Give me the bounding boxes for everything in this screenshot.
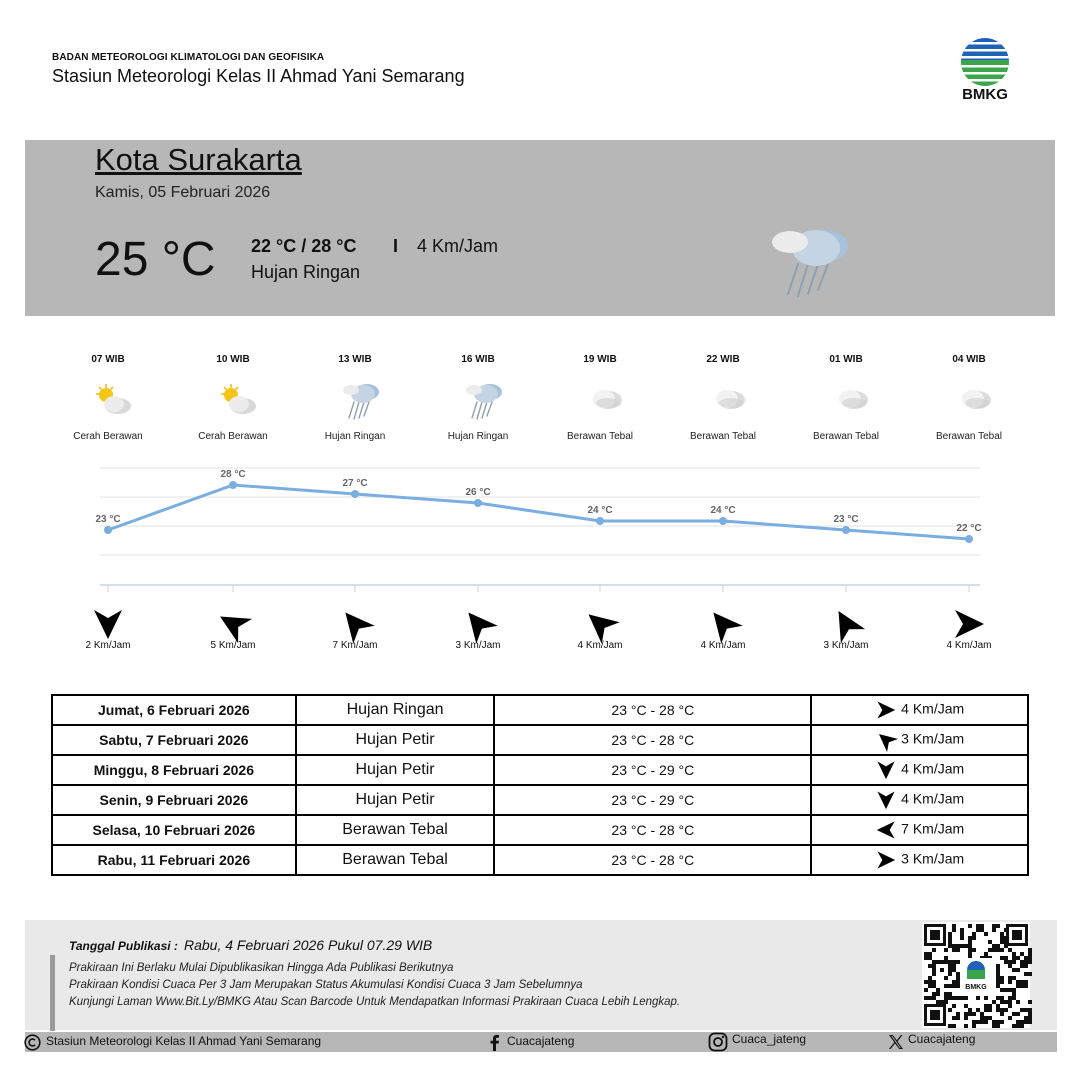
daily-temperature: 23 °C - 29 °C (494, 755, 811, 785)
rain-cloud-icon (768, 220, 858, 300)
hourly-condition: Cerah Berawan (198, 431, 268, 442)
daily-row (52, 845, 1028, 875)
hourly-time: 16 WIB (461, 354, 495, 365)
x-icon[interactable] (888, 1034, 904, 1050)
daily-wind-speed: 7 Km/Jam (901, 820, 965, 837)
wind-direction-arrow-icon (828, 606, 864, 642)
hourly-wind-speed: 4 Km/Jam (946, 640, 992, 651)
hourly-condition: Hujan Ringan (324, 431, 386, 442)
wind-direction-arrow-icon (582, 606, 618, 642)
daily-wind-speed: 4 Km/Jam (901, 760, 965, 777)
wind-direction-arrow-icon (875, 699, 897, 721)
hourly-time: 13 WIB (338, 354, 372, 365)
publication-date: Rabu, 4 Februari 2026 Pukul 07.29 WIB (184, 937, 433, 953)
current-wind: 4 Km/Jam (417, 236, 499, 256)
data-label: 23 °C (95, 514, 121, 525)
data-point (351, 490, 359, 498)
daily-temperature: 23 °C - 28 °C (494, 815, 811, 845)
facebook-icon[interactable] (488, 1034, 500, 1051)
daily-temperature: 23 °C - 28 °C (494, 695, 811, 725)
current-date: Kamis, 05 Februari 2026 (95, 184, 271, 201)
daily-wind-speed: 4 Km/Jam (901, 790, 965, 807)
wind-direction-arrow-icon (875, 819, 897, 841)
daily-condition: Hujan Petir (296, 725, 495, 755)
instagram-handle[interactable]: Cuaca_jateng (732, 1032, 807, 1046)
wind-direction-arrow-icon (875, 849, 897, 871)
wind-direction-arrow-icon (460, 606, 496, 642)
cloud-icon (953, 378, 997, 422)
temperature-line-chart (95, 462, 982, 592)
qr-logo-text: BMKG (965, 984, 987, 991)
data-point (965, 535, 973, 543)
wind-direction-arrow-icon (875, 759, 897, 781)
hourly-wind-speed: 3 Km/Jam (455, 640, 501, 651)
hourly-wind-speed: 4 Km/Jam (700, 640, 746, 651)
daily-wind (811, 815, 1028, 845)
footer-accent-bar (50, 955, 55, 1031)
wind-direction-arrow-icon (875, 789, 897, 811)
rain-cloud-icon (339, 378, 383, 422)
data-label: 22 °C (956, 523, 982, 534)
daily-day: Jumat, 6 Februari 2026 (52, 695, 296, 725)
hourly-condition: Cerah Berawan (73, 431, 143, 442)
hourly-time: 04 WIB (952, 354, 986, 365)
hourly-condition: Hujan Ringan (447, 431, 509, 442)
copyright-icon (24, 1034, 41, 1051)
current-condition: Hujan Ringan (251, 262, 361, 282)
daily-row (52, 785, 1028, 815)
daily-wind-speed: 4 Km/Jam (901, 700, 965, 717)
rain-cloud-icon (462, 378, 506, 422)
cloud-icon (830, 378, 874, 422)
daily-day: Sabtu, 7 Februari 2026 (52, 725, 296, 755)
data-point (229, 481, 237, 489)
hourly-condition: Berawan Tebal (690, 431, 756, 442)
hourly-time: 10 WIB (216, 354, 250, 365)
data-label: 23 °C (833, 514, 859, 525)
daily-condition: Hujan Petir (296, 785, 495, 815)
note-validity: Prakiraan Ini Berlaku Mulai Dipublikasikan Hingga Ada Publikasi Berikutnya (69, 962, 454, 974)
temperature-range: 22 °C / 28 °C (251, 236, 357, 256)
daily-day: Senin, 9 Februari 2026 (52, 785, 296, 815)
daily-day: Rabu, 11 Februari 2026 (52, 845, 296, 875)
x-handle[interactable]: Cuacajateng (908, 1032, 976, 1046)
hourly-condition: Berawan Tebal (813, 431, 879, 442)
daily-row (52, 755, 1028, 785)
daily-condition: Hujan Petir (296, 755, 495, 785)
facebook-handle[interactable]: Cuacajateng (507, 1034, 575, 1048)
hourly-wind-speed: 2 Km/Jam (85, 640, 131, 651)
wind-direction-arrow-icon (90, 606, 126, 642)
bmkg-logo-text: BMKG (962, 86, 1008, 103)
daily-wind (811, 725, 1028, 755)
data-point (104, 526, 112, 534)
current-temperature: 25 °C (95, 233, 216, 286)
data-label: 26 °C (465, 487, 491, 498)
note-website: Kunjungi Laman Www.Bit.Ly/BMKG Atau Scan Barcode Untuk Mendapatkan Informasi Prakiraan Cuaca Lebih Lengkap. (69, 996, 681, 1008)
cloud-icon (584, 378, 628, 422)
daily-temperature: 23 °C - 28 °C (494, 845, 811, 875)
daily-condition: Berawan Tebal (296, 845, 495, 875)
hourly-condition: Berawan Tebal (567, 431, 633, 442)
wind-direction-arrow-icon (337, 606, 373, 642)
daily-temperature: 23 °C - 29 °C (494, 785, 811, 815)
hourly-time: 19 WIB (583, 354, 617, 365)
sun-cloud-icon (92, 378, 136, 422)
hourly-time: 01 WIB (829, 354, 863, 365)
daily-condition: Berawan Tebal (296, 815, 495, 845)
data-label: 24 °C (710, 505, 736, 516)
wind-direction-arrow-icon (215, 606, 251, 642)
qr-code-icon[interactable] (922, 922, 1030, 1028)
daily-row (52, 725, 1028, 755)
footer-panel (25, 920, 1057, 1030)
agency-name: BADAN METEOROLOGI KLIMATOLOGI DAN GEOFISIKA (52, 52, 325, 63)
copyright-text: Stasiun Meteorologi Kelas II Ahmad Yani Semarang (46, 1034, 322, 1048)
daily-wind (811, 785, 1028, 815)
sun-cloud-icon (217, 378, 261, 422)
daily-day: Selasa, 10 Februari 2026 (52, 815, 296, 845)
daily-condition: Hujan Ringan (296, 695, 495, 725)
hourly-time: 22 WIB (706, 354, 740, 365)
hourly-wind-speed: 4 Km/Jam (577, 640, 623, 651)
hourly-condition: Berawan Tebal (936, 431, 1002, 442)
city-title: Kota Surakarta (95, 142, 302, 177)
note-accumulation: Prakiraan Kondisi Cuaca Per 3 Jam Merupakan Status Akumulasi Kondisi Cuaca 3 Jam Sebelumnya (69, 979, 583, 991)
daily-wind (811, 755, 1028, 785)
instagram-icon[interactable] (708, 1032, 728, 1052)
daily-wind (811, 695, 1028, 725)
data-label: 27 °C (342, 478, 368, 489)
wind-direction-arrow-icon (705, 606, 741, 642)
daily-wind-speed: 3 Km/Jam (901, 850, 965, 867)
publication-label: Tanggal Publikasi : (69, 939, 178, 953)
daily-forecast-table (51, 694, 1029, 876)
data-label: 28 °C (220, 469, 246, 480)
daily-wind (811, 845, 1028, 875)
separator: I (393, 236, 399, 256)
data-label: 24 °C (587, 505, 613, 516)
cloud-icon (707, 378, 751, 422)
daily-row (52, 695, 1028, 725)
daily-temperature: 23 °C - 28 °C (494, 725, 811, 755)
hourly-wind-speed: 7 Km/Jam (332, 640, 378, 651)
data-point (474, 499, 482, 507)
daily-row (52, 815, 1028, 845)
hourly-wind-speed: 5 Km/Jam (210, 640, 256, 651)
data-point (719, 517, 727, 525)
hourly-wind-speed: 3 Km/Jam (823, 640, 869, 651)
wind-direction-arrow-icon (951, 606, 987, 642)
data-point (842, 526, 850, 534)
data-point (596, 517, 604, 525)
wind-direction-arrow-icon (875, 729, 897, 751)
hourly-time: 07 WIB (91, 354, 125, 365)
temperature-series-line (108, 485, 969, 539)
station-name: Stasiun Meteorologi Kelas II Ahmad Yani Semarang (52, 66, 465, 86)
daily-wind-speed: 3 Km/Jam (901, 730, 965, 747)
daily-day: Minggu, 8 Februari 2026 (52, 755, 296, 785)
